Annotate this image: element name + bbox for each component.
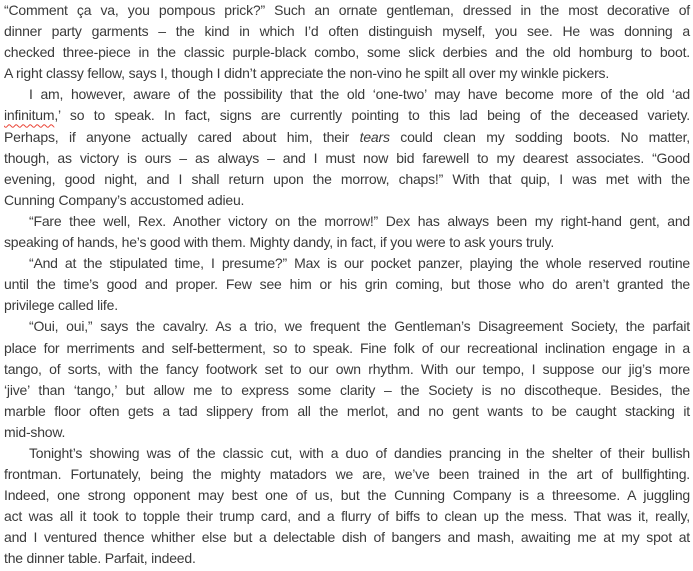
text-line: “Oui, oui,” says the cavalry. As a trio, we frequent the Gentleman’s Disagreement Society, the parfait: [29, 318, 690, 335]
italic-text: tears: [359, 128, 390, 145]
text-line: place for merriments and self-betterment, so to speak. Fine folk of our recreational inclination engage in a: [4, 339, 690, 356]
text-line: privilege called life.: [4, 297, 118, 314]
text-line: A right classy fellow, says I, though I didn’t appreciate the non-vino he spilt all over my winkle pickers.: [4, 65, 610, 82]
paragraph: [4, 211, 690, 253]
spellcheck-underline: infinitum: [4, 107, 55, 124]
text-line: Indeed, one strong opponent may best one of us, but the Cunning Company is a threesome. A juggling: [4, 487, 690, 504]
text-line: frontman. Fortunately, being the mighty matadors we are, we’ve been trained in the art of bullfighting.: [4, 466, 690, 483]
text-line: “Fare thee well, Rex. Another victory on the morrow!” Dex has always been my right-hand gent, and: [29, 212, 690, 229]
text-line: “And at the stipulated time, I presume?” Max is our pocket panzer, playing the whole reserved routine: [29, 255, 690, 272]
text-line: dinner party garments – the kind in which I’d often distinguish myself, you see. He was donning a: [4, 23, 690, 40]
text-line: speaking of hands, he’s good with them. Mighty dandy, in fact, if you were to ask yours truly.: [4, 234, 555, 251]
text-line: marble floor often gets a tad slippery from all the merlot, and no gent wants to be caught stacking it: [4, 402, 690, 419]
document-text-body[interactable]: [4, 0, 690, 570]
text-line: evening, good night, and I shall return upon the morrow, chaps!” With that quip, I was met with the: [4, 170, 690, 187]
text-line: I am, however, aware of the possibility that the old ‘one-two’ may have become more of the old ‘ad: [29, 86, 690, 103]
text-line: checked three-piece in the classic purple-black combo, some slick derbies and the old homburg to boot.: [4, 44, 690, 61]
text-line: Perhaps, if anyone actually cared about him, their tears could clean my sodding boots. No matter,: [4, 128, 690, 145]
text-line: Tonight’s showing was of the classic cut, with a duo of dandies prancing in the shelter of their bullish: [29, 444, 690, 461]
paragraph: [4, 84, 690, 211]
text-line: mid-show.: [4, 423, 66, 440]
paragraph: [4, 253, 690, 316]
text-line: though, as victory is ours – as always – and I must now bid farewell to my dearest associates. “Good: [4, 149, 690, 166]
text-line: “Comment ça va, you pompous prick?” Such an ornate gentleman, dressed in the most decorative of: [4, 2, 690, 18]
text-line: infinitum,’ so to speak. In fact, signs are currently pointing to this lad being of the deceased variety.: [4, 107, 690, 124]
text-line: Cunning Company’s accustomed adieu.: [4, 191, 245, 208]
text-line: ‘jive’ than ‘tango,’ but allow me to express some clarity – the Society is no discotheque. Besides, the: [4, 381, 690, 398]
text-line: tango, of sorts, with the fancy footwork set to our own rhythm. With our tempo, I suppose our jig’s more: [4, 360, 690, 377]
paragraph: [4, 316, 690, 443]
paragraph: [4, 0, 690, 84]
text-line: the dinner table. Parfait, indeed.: [4, 550, 196, 567]
text-line: until the time’s good and proper. Few see him or his grin coming, but those who do aren’t granted the: [4, 276, 690, 293]
paragraph: [4, 443, 690, 570]
text-line: act was all it took to topple their trump card, and a flurry of biffs to clean up the mess. That was it, really,: [4, 508, 690, 525]
text-line: and I ventured thence whither else but a delectable dish of bangers and mash, awaiting me at my spot at: [4, 529, 690, 546]
